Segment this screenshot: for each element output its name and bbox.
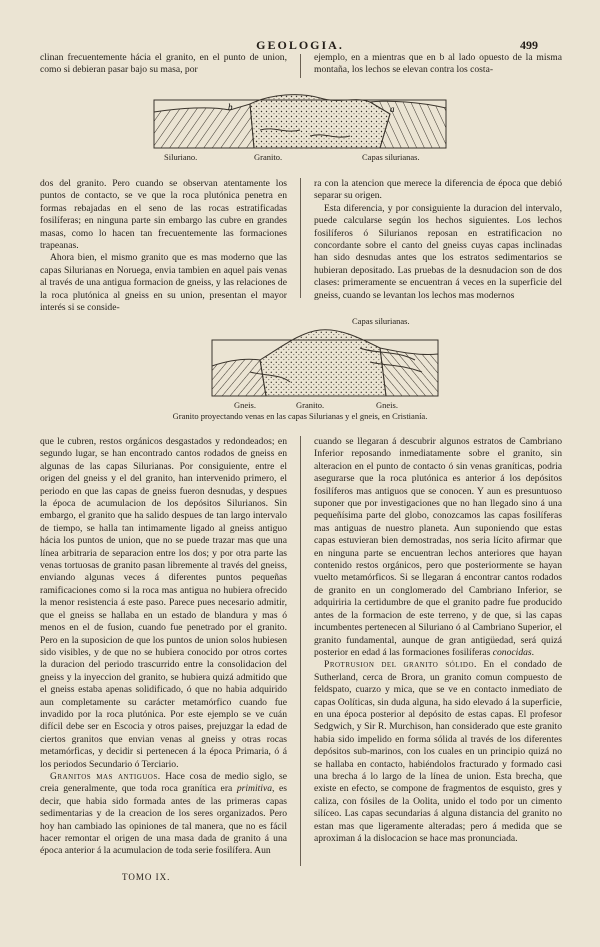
paragraph: ra con la atencion que merece la diferencia de época que debió separar su origen. xyxy=(314,178,562,202)
figure-2-label-capas: Capas silurianas. xyxy=(352,316,410,326)
top-right-text xyxy=(314,52,562,77)
paragraph: dos del granito. Pero cuando se observan atentamente los puntos de contacto, se ve que la roca plutónica penetra en formas rebajadas en el seno de las rocas estratificadas fosilíferas; en ninguna parte sin embargo las cubre en grandes masas, como lo hacen tan frecuentemente las formaciones trapeanas. xyxy=(40,178,287,252)
running-header: GEOLOGIA. xyxy=(256,38,344,52)
label-a: a xyxy=(390,104,395,114)
granite-section-illustration xyxy=(150,90,450,152)
column-divider xyxy=(300,436,301,866)
figure-2 xyxy=(210,326,440,398)
emphasis: primitiva xyxy=(236,783,273,795)
emphasis: conocidas xyxy=(492,646,532,658)
figure-1 xyxy=(150,90,450,152)
section-heading: Granitos mas antiguos. xyxy=(50,770,161,782)
figure-1-label-granito: Granito. xyxy=(254,152,283,162)
paragraph: ejemplo, en a mientras que en b al lado opuesto de la misma montaña, los lechos se elevan contra los costa- xyxy=(314,52,562,76)
figure-2-label-gneis-right: Gneis. xyxy=(376,400,398,410)
paragraph: que le cubren, restos orgánicos desgastados y redondeados; en segundo lugar, se han encontrado cantos rodados de gneiss en algunas de las capas Silurianas. Por consiguiente, entre el origen del gneiss y el del granito, han intervenido primero, el periodo en que las capas de gneiss fueron desnudas, y despues la época de acumulacion de los depósitos Silurianos. Sin embargo, el granito que ha salido despues de tan largo intervalo de tiempo, se halla tan intimamente ligado al gneiss antiguo hácia los puntos de union, que no se puede trazar mas que una línea arbitraria de separacion entre los dos; y por otra parte las venas tortuosas de granito pasan libremente al través del gneiss, enviando algunas veces á diferentes puntos pequeñas ramificaciones como si la roca mas antigua no hubiera ofrecido la menor resistencia á este paso. Parece pues necesario admitir, que el gneiss se hallaba en un estado de blandura y mas ó menos en el de fusion, cuando fue penetrado por el granito. Pero en la suposicion de que los puntos de union solos hubiesen sido visibles, y de que no se hubiera conocido por otros cortes la duracion del periodo trascurrido entre la consolidacion del gneiss y la inyeccion del granito, se hubiera quizá admitido que el gneiss estaba apenas solidificado, ó que no habia adquirido aun completamente su carácter metamórfico cuando fue invadido por la roca plutónica. Por este ejemplo se ve cuán difícil debe ser en Escocia y otros paises, prejuzgar la edad de ciertos granitos que envian venas al gneiss y otras rocas metamórficas, y decidir si pertenecen á la época Primaria, ó á los periodos Secundario ó Terciario. xyxy=(40,436,287,770)
figure-2-caption: Granito proyectando venas en las capas Silurianas y el gneis, en Cristianía. xyxy=(172,411,428,421)
paragraph: Protrusion del granito sólido. En el condado de Sutherland, cerca de Brora, un granito comun compuesto de feldspato, cuarzo y mica, que se ve en contacto inmediato de capas Oolíticas, sin duda alguna, ha sido elevado á la superficie, en una época posterior al depósito de estas capas. El profesor Sedgwich, y Sir R. Murchison, han considerado que este granito habia sido impelido en forma sólida al través de los diferentes depósitos sub-marinos, con los cuales en un principio quizá no se hallaba en contacto, habiéndolos fracturado y formado casi una brecha á lo largo de la línea de union. Esta brecha, que existe en efecto, se compone de fragmentos de esquisto, gres y caliza, con fósiles de la Oolita, unido el todo por un cimento silíceo. Las capas secundarias á alguna distancia del granito no estan mas que ligeramente alteradas; pero á medida que se aproximan á la dislocacion se hace mas pronunciada. xyxy=(314,659,562,844)
section-heading: Protrusion del granito sólido. xyxy=(324,659,477,671)
paragraph: cuando se llegaran á descubrir algunos estratos de Cambriano Inferior reposando inmediatamente sobre el granito, sin alteracion en el punto de contacto ó sin venas graníticas, podria asegurarse que la roca plutónica es anterior á los depósitos fosilíferos mas antiguos que se conocen. Y aun es presuntuoso suponer que por investigaciones que no han llegado sino á una pequeñísima parte del globo, conozcamos las capas fosilíferas mas antiguas de nuestro planeta. Aun suponiendo que estas capas estuvieran bien demostradas, nos seria lícito afirmar que en ninguna parte se encuentran lechos anteriores que hayan contenido restos orgánicos, pero que posteriormente se hayan vuelto metamórficos. Si se llegaran á encontrar cantos rodados de granito en un conglomerado del Cambriano Inferior, se adquiriria la certidumbre de que el granito padre fue producido antes de la formacion de este terreno, y de que, si las capas incumbentes pertenecen al Siluriano ó al Cambriano Superior, el granito fundamental, aunque de gran antigüedad, será quizá posterior en edad á las formaciones fosilíferas conocidas. xyxy=(314,436,562,658)
paragraph: clinan frecuentemente hácia el granito, en el punto de union, como si debieran pasar bajo su masa, por xyxy=(40,52,287,76)
paragraph: Esta diferencia, y por consiguiente la duracion del intervalo, puede calcularse según los hechos siguientes. Los lechos fosilíferos ó Silurianos reposan en estratificacion no concordante sobre el canto del gneiss cuyas capas inclinadas han sido desnudas antes que los estratos sedimentarios se hubieran depositado. Las pruebas de la desnudacion son de dos clases: primeramente se encuentran á veces en la superficie del gneiss, cuando se levantan los lechos mas modernos xyxy=(314,202,562,301)
paragraph: Granitos mas antiguos. Hace cosa de medio siglo, se creia generalmente, que toda roca granítica era primitiva, es decir, que habia sido formada antes de las primeras capas sedimentarias y de la creacion de los seres organizados. Pero hoy han cambiado las opiniones de tal manera, que no es fácil hacer remontar el origen de una masa dada de granito á una época anterior á la acumulacion de toda serie fosilífera. Aun xyxy=(40,770,287,857)
figure-1-label-capas: Capas silurianas. xyxy=(362,152,420,162)
page-number: 499 xyxy=(520,38,538,52)
middle-left-column xyxy=(40,178,287,314)
volume-footer: TOMO IX. xyxy=(122,872,171,882)
bottom-left-column xyxy=(40,436,287,858)
granite-veins-illustration xyxy=(210,326,440,398)
figure-2-label-gneis-left: Gneis. xyxy=(234,400,256,410)
middle-right-column xyxy=(314,178,562,302)
figure-2-label-granito: Granito. xyxy=(296,400,325,410)
figure-1-label-siluriano: Siluriano. xyxy=(164,152,198,162)
column-divider xyxy=(300,54,301,78)
paragraph: Ahora bien, el mismo granito que es mas moderno que las capas Silurianas en Noruega, envia tambien en aquel pais venas al través de una antigua formacion de gneiss, y las relaciones de la roca plutónica al gneiss en su union, presentan el mayor interés si se conside- xyxy=(40,252,287,314)
bottom-right-column xyxy=(314,436,562,845)
column-divider xyxy=(300,178,301,298)
top-left-text xyxy=(40,52,287,77)
label-b: b xyxy=(228,102,233,112)
